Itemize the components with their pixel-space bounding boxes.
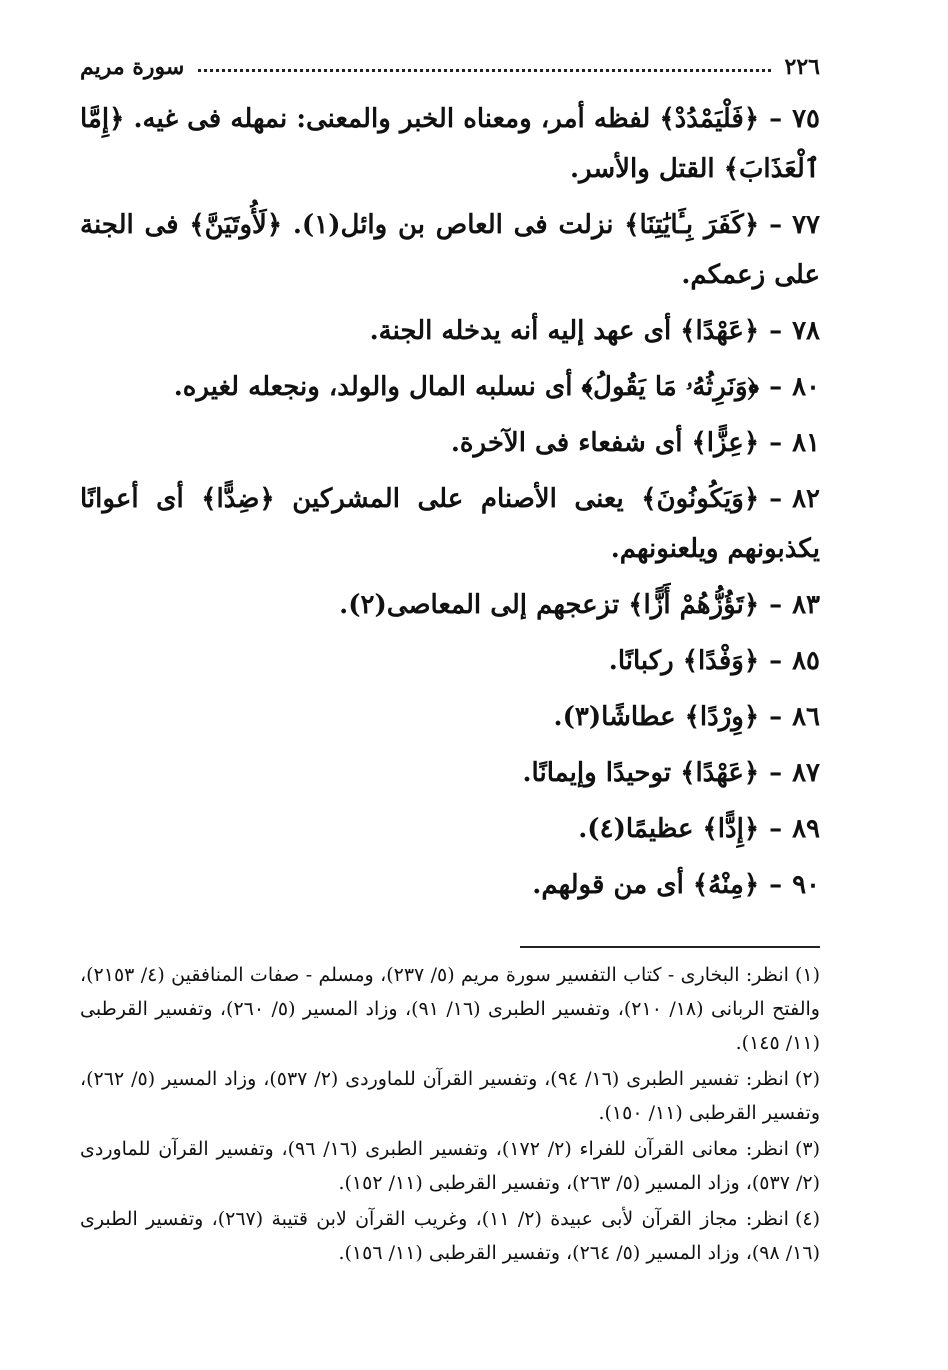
entry-text: ﴿وَفْدًا﴾ ركبانًا. bbox=[608, 646, 760, 676]
verse-number: ٨٧ bbox=[792, 758, 820, 788]
footnote bbox=[80, 1202, 820, 1270]
verse-number: ٧٧ bbox=[792, 210, 820, 240]
page-header bbox=[80, 40, 820, 80]
footnote bbox=[80, 1132, 820, 1200]
glossary-entry: ٨٥–﴿وَفْدًا﴾ ركبانًا. bbox=[80, 636, 820, 686]
footnote-separator bbox=[520, 946, 820, 948]
footnote-text: انظر: مجاز القرآن لأبى عبيدة (٢/ ١١)، وغريب القرآن لابن قتيبة (٢٦٧)، وتفسير الطبرى (١٦/ ٩٨)، وزاد المسير (٥/ ٢٦٤)، وتفسير القرطبى (١١/ ١٥٦). bbox=[80, 1208, 820, 1264]
entry-text: ﴿عَهْدًا﴾ أى عهد إليه أنه يدخله الجنة. bbox=[369, 316, 760, 346]
footnote-number: (٤) bbox=[794, 1208, 820, 1230]
glossary-entry: ٨٣–﴿تَؤُزُّهُمْ أَزًّا﴾ تزعجهم إلى المعاصى(٢). bbox=[80, 580, 820, 630]
glossary-entry: ٧٨–﴿عَهْدًا﴾ أى عهد إليه أنه يدخله الجنة. bbox=[80, 306, 820, 356]
footnote-number: (٣) bbox=[794, 1138, 820, 1160]
glossary-entry: ٧٥–﴿فَلْيَمْدُدْ﴾ لفظه أمر، ومعناه الخبر والمعنى: نمهله فى غيه. ﴿إِمَّا ٱلْعَذَابَ﴾ القتل والأسر. bbox=[80, 94, 820, 194]
glossary-entry: ٨٩–﴿إِدًّا﴾ عظيمًا(٤). bbox=[80, 804, 820, 854]
entry-text: ﴿وَنَرِثُهُۥ مَا يَقُولُ﴾ أى نسلبه المال والولد، ونجعله لغيره. bbox=[173, 372, 760, 402]
verse-number: ٨١ bbox=[792, 428, 820, 458]
glossary-entry: ٨١–﴿عِزًّا﴾ أى شفعاء فى الآخرة. bbox=[80, 418, 820, 468]
footnote bbox=[80, 958, 820, 1060]
footnote-text: انظر: تفسير الطبرى (١٦/ ٩٤)، وتفسير القرآن للماوردى (٢/ ٥٣٧)، وزاد المسير (٥/ ٢٦٢)، وتفسير القرطبى (١١/ ١٥٠). bbox=[80, 1068, 820, 1124]
entry-text: ﴿كَفَرَ بِـَٔايَٰتِنَا﴾ نزلت فى العاص بن وائل(١). ﴿لَأُوتَيَنَّ﴾ فى الجنة على زعمكم. bbox=[80, 210, 820, 290]
glossary-entry: ٨٢–﴿وَيَكُونُونَ﴾ يعنى الأصنام على المشركين ﴿ضِدًّا﴾ أى أعوانًا يكذبونهم ويلعنونهم. bbox=[80, 474, 820, 574]
glossary-entry: ٩٠–﴿مِنْهُ﴾ أى من قولهم. bbox=[80, 860, 820, 910]
verse-number: ٨٠ bbox=[792, 372, 820, 402]
book-page bbox=[80, 40, 820, 1330]
entry-text: ﴿تَؤُزُّهُمْ أَزًّا﴾ تزعجهم إلى المعاصى(٢). bbox=[339, 590, 760, 620]
glossary-entry: ٧٧–﴿كَفَرَ بِـَٔايَٰتِنَا﴾ نزلت فى العاص بن وائل(١). ﴿لَأُوتَيَنَّ﴾ فى الجنة على زعمكم. bbox=[80, 200, 820, 300]
verse-number: ٨٦ bbox=[792, 702, 820, 732]
entry-text: ﴿إِدًّا﴾ عظيمًا(٤). bbox=[578, 814, 760, 844]
entry-text: ﴿عِزًّا﴾ أى شفعاء فى الآخرة. bbox=[450, 428, 760, 458]
entry-text: ﴿وِرْدًا﴾ عطاشًا(٣). bbox=[553, 702, 760, 732]
verse-number: ٧٥ bbox=[792, 104, 820, 134]
glossary-entry: ٨٦–﴿وِرْدًا﴾ عطاشًا(٣). bbox=[80, 692, 820, 742]
footnote-number: (١) bbox=[794, 964, 820, 986]
verse-number: ٨٣ bbox=[792, 590, 820, 620]
verse-number: ٨٩ bbox=[792, 814, 820, 844]
chapter-title: سورة مريم bbox=[80, 54, 185, 80]
page-number: ٢٢٦ bbox=[784, 54, 820, 80]
footnote-number: (٢) bbox=[794, 1068, 820, 1090]
entry-text: ﴿مِنْهُ﴾ أى من قولهم. bbox=[532, 870, 760, 900]
footnotes bbox=[80, 958, 820, 1272]
entry-text: ﴿فَلْيَمْدُدْ﴾ لفظه أمر، ومعناه الخبر والمعنى: نمهله فى غيه. ﴿إِمَّا ٱلْعَذَابَ﴾ القتل والأسر. bbox=[80, 104, 820, 184]
verse-number: ٩٠ bbox=[792, 870, 820, 900]
entry-text: ﴿وَيَكُونُونَ﴾ يعنى الأصنام على المشركين ﴿ضِدًّا﴾ أى أعوانًا يكذبونهم ويلعنونهم. bbox=[80, 484, 820, 564]
verse-number: ٧٨ bbox=[792, 316, 820, 346]
glossary-entry: ٨٠–﴿وَنَرِثُهُۥ مَا يَقُولُ﴾ أى نسلبه المال والولد، ونجعله لغيره. bbox=[80, 362, 820, 412]
verse-number: ٨٢ bbox=[792, 484, 820, 514]
verse-number: ٨٥ bbox=[792, 646, 820, 676]
glossary-entries bbox=[80, 94, 820, 910]
footnote-text: انظر: معانى القرآن للفراء (٢/ ١٧٢)، وتفسير الطبرى (١٦/ ٩٦)، وتفسير القرآن للماوردى (٢/ ٥٣٧)، وزاد المسير (٥/ ٢٦٣)، وتفسير القرطبى (١١/ ١٥٢). bbox=[80, 1138, 820, 1194]
footnote bbox=[80, 1062, 820, 1130]
glossary-entry: ٨٧–﴿عَهْدًا﴾ توحيدًا وإيمانًا. bbox=[80, 748, 820, 798]
header-dotted-leader bbox=[198, 69, 770, 72]
footnote-text: انظر: البخارى - كتاب التفسير سورة مريم (٥/ ٢٣٧)، ومسلم - صفات المنافقين (٤/ ٢١٥٣)، والفتح الربانى (١٨/ ٢١٠)، وتفسير الطبرى (١٦/ ٩١)، وزاد المسير (٥/ ٢٦٠)، وتفسير القرطبى (١١/ ١٤٥). bbox=[80, 964, 820, 1054]
entry-text: ﴿عَهْدًا﴾ توحيدًا وإيمانًا. bbox=[522, 758, 760, 788]
